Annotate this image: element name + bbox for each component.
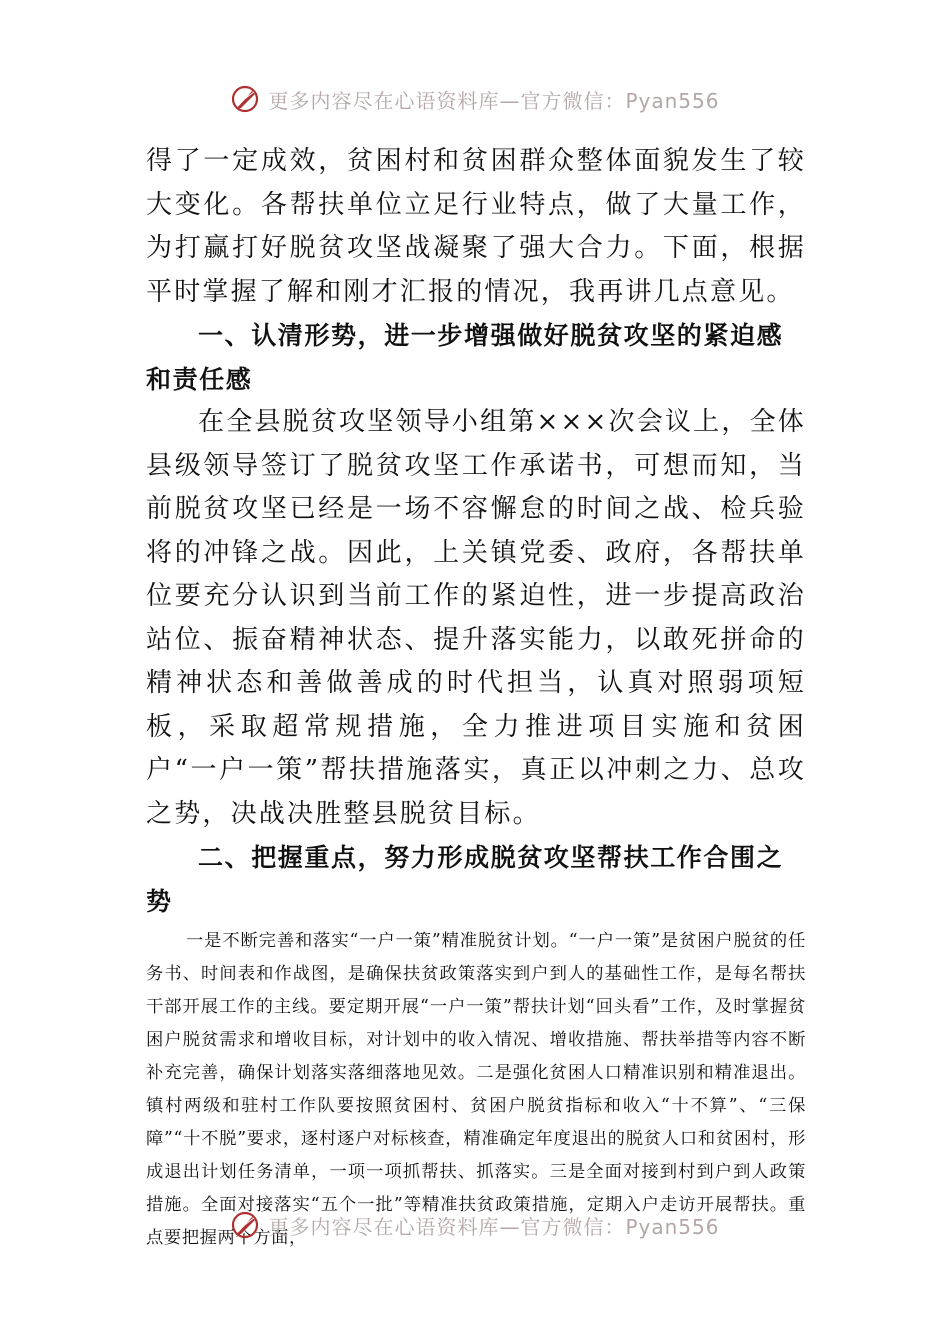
quill-logo-icon <box>230 84 260 114</box>
section-heading-2: 二、把握重点，努力形成脱贫攻坚帮扶工作合围之势 <box>146 843 784 916</box>
watermark-text: 更多内容尽在心语资料库—官方微信：Pyan556 <box>268 88 720 113</box>
watermark-header <box>0 84 950 114</box>
paragraph-continuation: 得了一定成效，贫困村和贫困群众整体面貌发生了较大变化。各帮扶单位立足行业特点，做了大量工作，为打赢打好脱贫攻坚战凝聚了强大合力。下面，根据平时掌握了解和刚才汇报的情况，我再讲几点意见。 <box>146 146 806 307</box>
paragraph-section-1: 在全县脱贫攻坚领导小组第×××次会议上，全体县级领导签订了脱贫攻坚工作承诺书，可想而知，当前脱贫攻坚已经是一场不容懈怠的时间之战、检兵验将的冲锋之战。因此，上关镇党委、政府，各帮扶单位要充分认识到当前工作的紧迫性，进一步提高政治站位、振奋精神状态、提升落实能力，以敢死拼命的精神状态和善做善成的时代担当，认真对照弱项短板，采取超常规措施，全力推进项目实施和贫困户“一户一策”帮扶措施落实，真正以冲刺之力、总攻之势，决战决胜整县脱贫目标。 <box>146 407 806 829</box>
watermark-footer <box>0 1210 950 1240</box>
document-body <box>146 140 806 1255</box>
watermark-text: 更多内容尽在心语资料库—官方微信：Pyan556 <box>268 1214 720 1239</box>
section-heading-1: 一、认清形势，进一步增强做好脱贫攻坚的紧迫感和责任感 <box>146 321 784 394</box>
quill-logo-icon <box>230 1210 260 1240</box>
paragraph-section-2: 一是不断完善和落实“一户一策”精准脱贫计划。“一户一策”是贫困户脱贫的任务书、时间表和作战图，是确保扶贫政策落实到户到人的基础性工作，是每名帮扶干部开展工作的主线。要定期开展“一户一策”帮扶计划“回头看”工作，及时掌握贫困户脱贫需求和增收目标，对计划中的收入情况、增收措施、帮扶举措等内容不断补充完善，确保计划落实落细落地见效。二是强化贫困人口精准识别和精准退出。镇村两级和驻村工作队要按照贫困村、贫困户脱贫指标和收入“十不算”、“三保障”“十不脱”要求，逐村逐户对标核查，精准确定年度退出的脱贫人口和贫困村，形成退出计划任务清单，一项一项抓帮扶、抓落实。三是全面对接到村到户到人政策措施。全面对接落实“五个一批”等精准扶贫政策措施，定期入户走访开展帮扶。重点要把握两个方面， <box>146 931 806 1248</box>
